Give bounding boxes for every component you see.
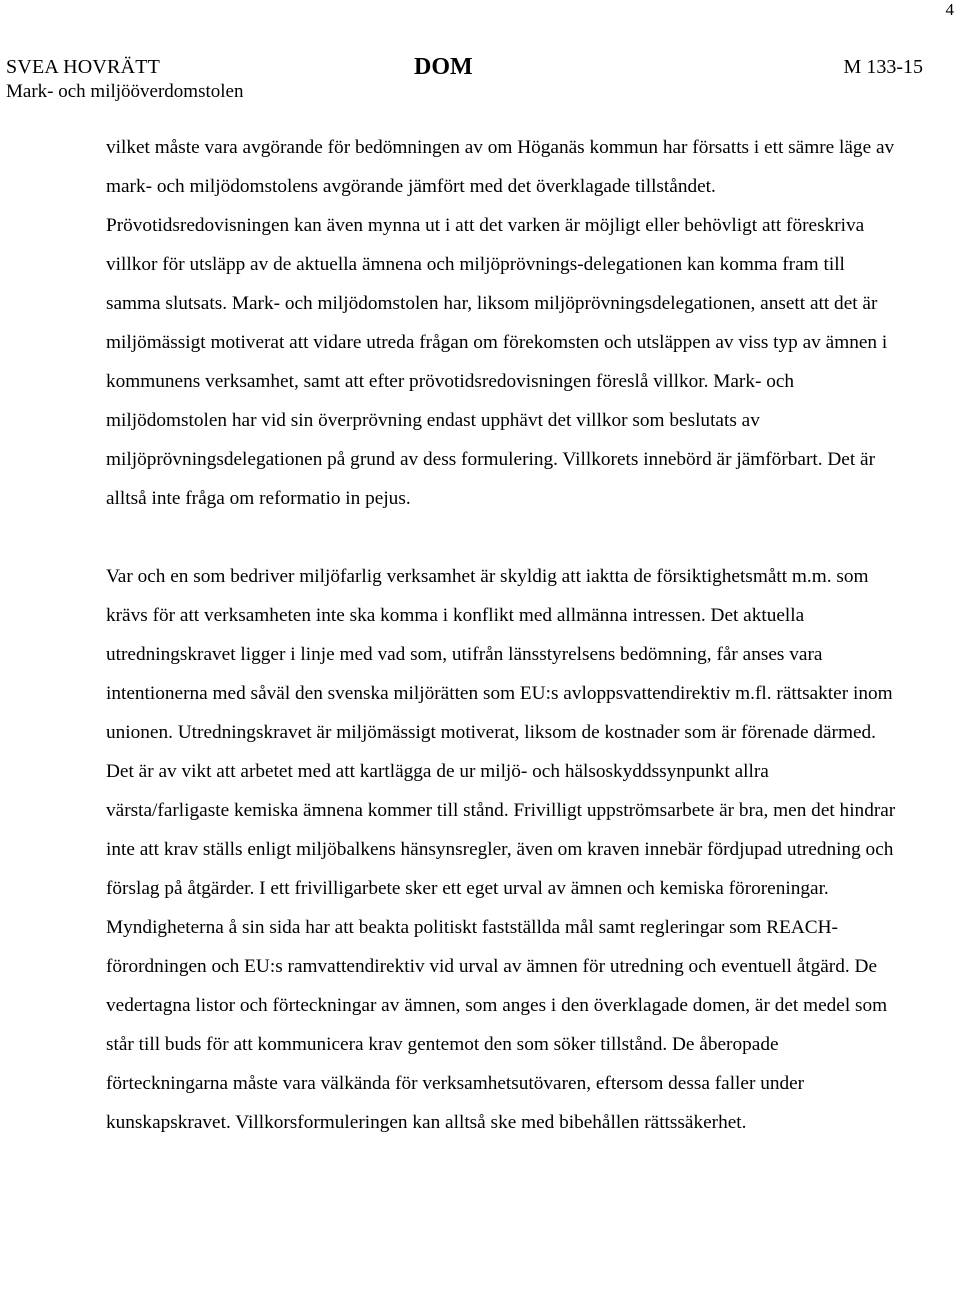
case-number: M 133-15 <box>843 56 923 78</box>
body-paragraph: vilket måste vara avgörande för bedömningen av om Höganäs kommun har försatts i ett sämre läge av mark- och miljödomstolens avgörande jämfört med det överklagade tillståndet. Prövotidsredovisningen kan även mynna ut i att det varken är möjligt eller behövligt att föreskriva villkor för utsläpp av de aktuella ämnena och miljöprövnings-delegationen kan komma fram till samma slutsats. Mark- och miljödomstolen har, liksom miljöprövningsdelegationen, ansett att det är miljömässigt motiverat att vidare utreda frågan om förekomsten och utsläppen av viss typ av ämnen i kommunens verksamhet, samt att efter prövotidsredovisningen föreslå villkor. Mark- och miljödomstolen har vid sin överprövning endast upphävt det villkor som beslutats av miljöprövningsdelegationen på grund av dess formulering. Villkorets innebörd är jämförbart. Det är alltså inte fråga om reformatio in pejus. <box>106 137 895 509</box>
page-number: 4 <box>945 0 954 19</box>
court-division: Mark- och miljööverdomstolen <box>6 81 244 102</box>
document-header <box>6 55 923 105</box>
document-body <box>106 128 896 1142</box>
body-paragraph: Var och en som bedriver miljöfarlig verksamhet är skyldig att iaktta de försiktighetsmått m.m. som krävs för att verksamheten inte ska komma i konflikt med allmänna intressen. Det aktuella utredningskravet ligger i linje med vad som, utifrån länsstyrelsens bedömning, får anses vara intentionerna med såväl den svenska miljörätten som EU:s avloppsvattendirektiv m.fl. rättsakter inom unionen. Utredningskravet är miljömässigt motiverat, liksom de kostnader som är förenade därmed. Det är av vikt att arbetet med att kartlägga de ur miljö- och hälsoskyddssynpunkt allra värsta/farligaste kemiska ämnena kommer till stånd. Frivilligt uppströmsarbete är bra, men det hindrar inte att krav ställs enligt miljöbalkens hänsynsregler, även om kraven innebär fördjupad utredning och förslag på åtgärder. I ett frivilligarbete sker ett eget urval av ämnen och kemiska föroreningar. Myndigheterna å sin sida har att beakta politiskt fastställda mål samt regleringar som REACH-förordningen och EU:s ramvattendirektiv vid urval av ämnen för utredning och eventuell åtgärd. De vedertagna listor och förteckningar av ämnen, som anges i den överklagade domen, är det medel som står till buds för att kommunicera krav gentemot den som söker tillstånd. De åberopade förteckningarna måste vara välkända för verksamhetsutövaren, eftersom dessa faller under kunskapskravet. Villkorsformuleringen kan alltså ske med bibehållen rättssäkerhet. <box>106 566 896 1133</box>
court-name: SVEA HOVRÄTT <box>6 56 161 78</box>
document-type: DOM <box>414 54 473 80</box>
